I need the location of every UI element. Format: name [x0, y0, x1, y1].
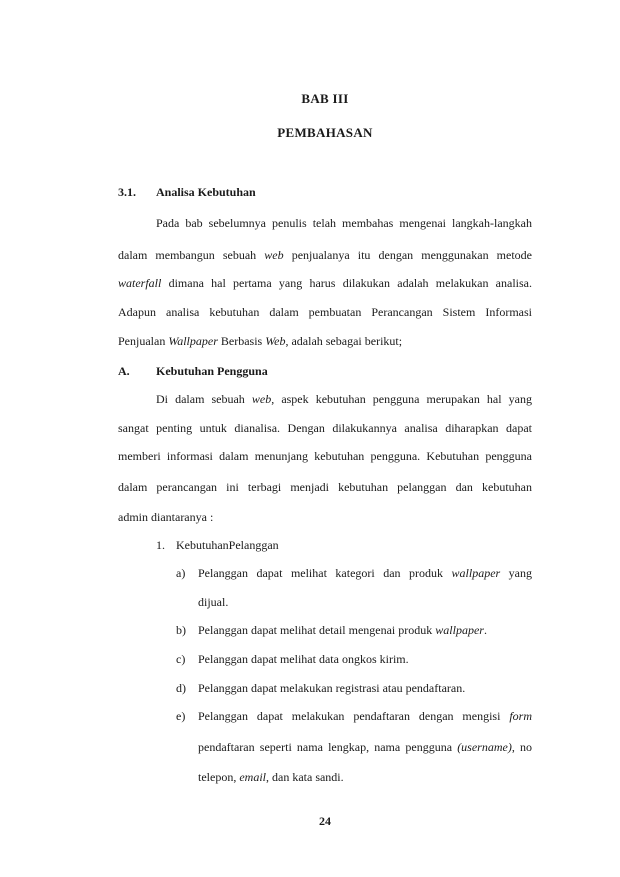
section-number: 3.1. — [118, 185, 136, 199]
list-title: KebutuhanPelanggan — [176, 538, 279, 552]
item-label: d) — [176, 681, 186, 695]
item-text: Pelanggan dapat melakukan pendaftaran dengan mengisi form — [198, 709, 532, 723]
item-text: Pelanggan dapat melihat data ongkos kirim. — [198, 652, 409, 666]
item-text: telepon, email, dan kata sandi. — [198, 770, 344, 784]
item-text: Pelanggan dapat melakukan registrasi atau pendaftaran. — [198, 681, 466, 695]
para2-line: dalam perancangan ini terbagi menjadi kebutuhan pelanggan dan kebutuhan — [118, 480, 532, 494]
item-text: dijual. — [198, 595, 229, 609]
item-text: Pelanggan dapat melihat kategori dan produk wallpaper yang — [198, 566, 532, 580]
para2-line: memberi informasi dalam menunjang kebutuhan pengguna. Kebutuhan pengguna — [118, 449, 532, 463]
subsection-letter: A. — [118, 364, 130, 378]
item-label: c) — [176, 652, 186, 666]
subsection-title: Kebutuhan Pengguna — [156, 364, 268, 378]
para2-line: admin diantaranya : — [118, 510, 214, 524]
item-text: pendaftaran seperti nama lengkap, nama pengguna (username), no — [198, 740, 533, 754]
para1-line: Penjualan Wallpaper Berbasis Web, adalah sebagai berikut; — [118, 334, 403, 348]
chapter-number: BAB III — [301, 91, 349, 106]
page-number: 24 — [319, 814, 331, 828]
para1-line: waterfall dimana hal pertama yang harus dilakukan adalah melakukan analisa. — [118, 276, 532, 290]
chapter-title: PEMBAHASAN — [277, 125, 373, 140]
section-title: Analisa Kebutuhan — [156, 185, 256, 199]
para1-line: Adapun analisa kebutuhan dalam pembuatan Perancangan Sistem Informasi — [118, 305, 532, 319]
para1-line: Pada bab sebelumnya penulis telah membahas mengenai langkah-langkah — [156, 216, 532, 230]
item-text: Pelanggan dapat melihat detail mengenai produk wallpaper. — [198, 623, 487, 637]
para1-line: dalam membangun sebuah web penjualanya itu dengan menggunakan metode — [118, 248, 532, 262]
para2-line: Di dalam sebuah web, aspek kebutuhan pengguna merupakan hal yang — [156, 392, 532, 406]
item-label: a) — [176, 566, 186, 580]
para2-line: sangat penting untuk dianalisa. Dengan dilakukannya analisa diharapkan dapat — [118, 421, 532, 435]
item-label: b) — [176, 623, 186, 637]
item-label: e) — [176, 709, 186, 723]
list-number: 1. — [156, 538, 165, 552]
